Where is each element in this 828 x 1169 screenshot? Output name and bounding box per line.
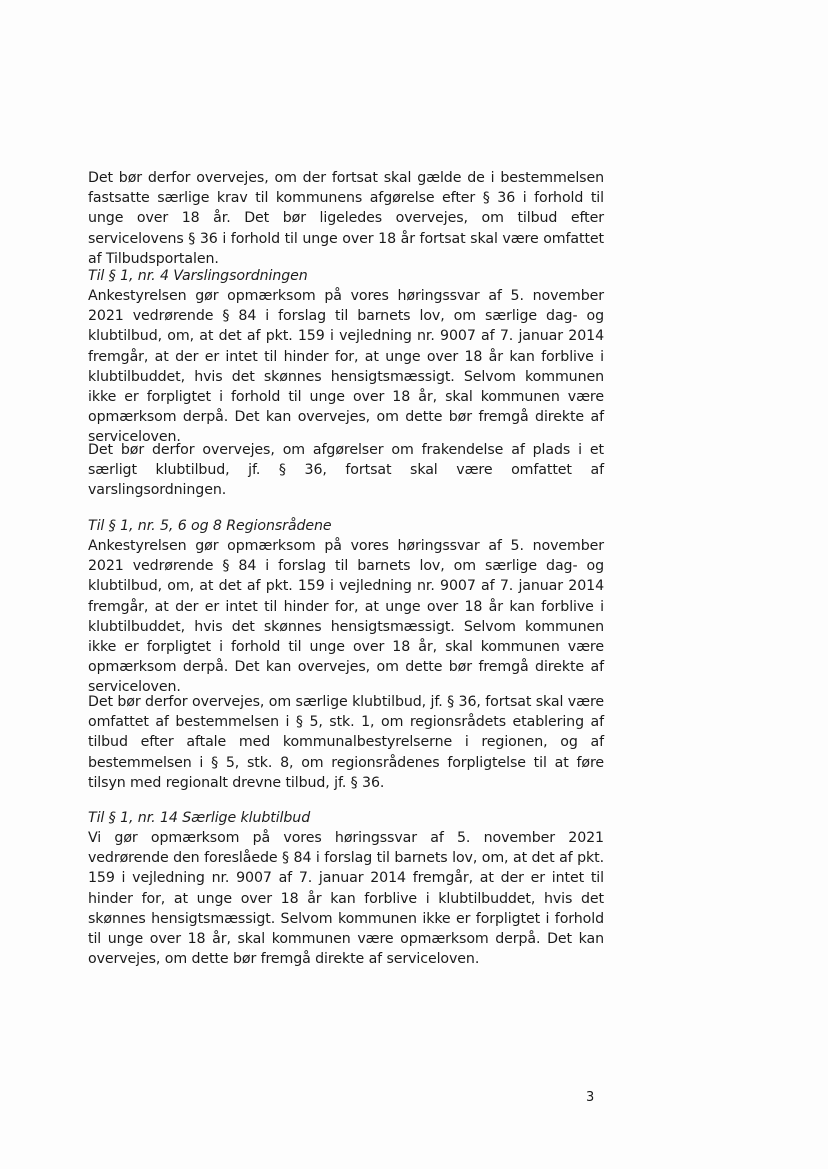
section-heading-saerlige-klubtilbud: Til § 1, nr. 14 Særlige klubtilbud <box>88 810 311 826</box>
page-number: 3 <box>586 1090 595 1105</box>
section-varslingsordningen-paragraph-1: Ankestyrelsen gør opmærksom på vores høringssvar af 5. november 2021 vedrørende § 84 i forslag til barnets lov, om særlige dag- og klubtilbud, om, at det af pkt. 159 i vejledning nr. 9007 af 7. januar 2014 fremgår, at der er intet til hinder for, at unge over 18 år kan forblive i klubtilbuddet, hvis det skønnes hensigtsmæssigt. Selvom kommunen ikke er forpligtet i forhold til unge over 18 år, skal kommunen være opmærksom derpå. Det kan overvejes, om dette bør fremgå direkte af serviceloven. <box>88 288 604 446</box>
section-saerlige-klubtilbud-paragraph-1: Vi gør opmærksom på vores høringssvar af 5. november 2021 vedrørende den foreslåede § 84 i forslag til barnets lov, om, at det af pkt. 159 i vejledning nr. 9007 af 7. januar 2014 fremgår, at der er intet til hinder for, at unge over 18 år kan forblive i klubtilbuddet, hvis det skønnes hensigtsmæssigt. Selvom kommunen ikke er forpligtet i forhold til unge over 18 år, skal kommunen være opmærksom derpå. Det kan overvejes, om dette bør fremgå direkte af serviceloven. <box>88 830 604 968</box>
section-regionsraadene-paragraph-1: Ankestyrelsen gør opmærksom på vores høringssvar af 5. november 2021 vedrørende § 84 i forslag til barnets lov, om særlige dag- og klubtilbud, om, at det af pkt. 159 i vejledning nr. 9007 af 7. januar 2014 fremgår, at der er intet til hinder for, at unge over 18 år kan forblive i klubtilbuddet, hvis det skønnes hensigtsmæssigt. Selvom kommunen ikke er forpligtet i forhold til unge over 18 år, skal kommunen være opmærksom derpå. Det kan overvejes, om dette bør fremgå direkte af serviceloven. <box>88 538 604 696</box>
section-heading-regionsraadene: Til § 1, nr. 5, 6 og 8 Regionsrådene <box>88 518 332 534</box>
section-heading-varslingsordningen: Til § 1, nr. 4 Varslingsordningen <box>88 268 308 284</box>
paragraph-intro: Det bør derfor overvejes, om der fortsat skal gælde de i bestemmelsen fastsatte særlige krav til kommunens afgørelse efter § 36 i forhold til unge over 18 år. Det bør ligeledes overvejes, om tilbud efter servicelovens § 36 i forhold til unge over 18 år fortsat skal være omfattet af Tilbudsportalen. <box>88 170 604 267</box>
section-varslingsordningen-paragraph-2: Det bør derfor overvejes, om afgørelser om frakendelse af plads i et særligt klubtilbud, jf. § 36, fortsat skal være omfattet af varslingsordningen. <box>88 442 604 499</box>
section-regionsraadene-paragraph-2: Det bør derfor overvejes, om særlige klubtilbud, jf. § 36, fortsat skal være omfattet af bestemmelsen i § 5, stk. 1, om regionsrådets etablering af tilbud efter aftale med kommunalbestyrelserne i regionen, og af bestemmelsen i § 5, stk. 8, om regionsrådenes forpligtelse til at føre tilsyn med regionalt drevne tilbud, jf. § 36. <box>88 694 604 791</box>
